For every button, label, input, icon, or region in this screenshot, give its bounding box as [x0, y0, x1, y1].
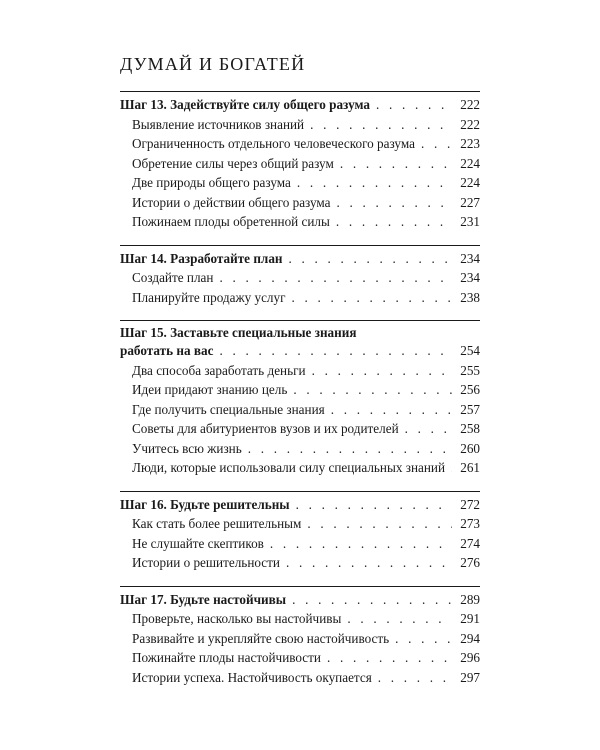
dot-leader [286, 553, 452, 573]
entry-title: Истории о действии общего разума [132, 194, 331, 210]
table-of-contents [120, 91, 480, 700]
dot-leader [296, 495, 452, 515]
toc-entry[interactable] [120, 193, 480, 213]
toc-entry[interactable] [120, 609, 480, 629]
toc-section-17 [120, 586, 480, 688]
dot-leader [307, 514, 452, 534]
page-number: 297 [460, 669, 480, 685]
entry-title: Обретение силы через общий разум [132, 155, 334, 171]
dot-leader [270, 534, 452, 554]
toc-entry[interactable] [120, 268, 480, 288]
page-number: 273 [460, 516, 480, 531]
toc-chapter-entry[interactable] [120, 495, 480, 515]
entry-title: Советы для абитуриентов вузов и их родителей [132, 421, 399, 436]
page-number: 276 [460, 555, 480, 570]
toc-entry[interactable] [120, 514, 480, 534]
page-number: 222 [460, 97, 480, 112]
page-number: 291 [460, 611, 480, 626]
page-number: 272 [460, 496, 480, 512]
toc-entry[interactable] [120, 212, 480, 232]
entry-title: Ограниченность отдельного человеческого разума [132, 136, 415, 151]
page-number: 227 [460, 194, 480, 210]
page-number: 254 [460, 343, 480, 358]
dot-leader [310, 115, 452, 135]
dot-leader [289, 249, 452, 269]
toc-entry[interactable] [120, 648, 480, 668]
page-number: 294 [460, 630, 480, 646]
entry-title: Люди, которые использовали силу специальных знаний [132, 460, 446, 475]
entry-title: Выявление источников знаний [132, 116, 305, 132]
entry-title: Не слушайте скептиков [132, 535, 264, 551]
entry-title: Создайте план [132, 270, 214, 285]
entry-title: Пожинайте плоды настойчивости [132, 650, 321, 665]
entry-title: Где получить специальные знания [132, 401, 325, 417]
toc-entry[interactable] [120, 288, 480, 308]
toc-entry[interactable] [120, 439, 480, 459]
toc-entry[interactable] [120, 534, 480, 554]
toc-section-14 [120, 245, 480, 308]
toc-chapter-entry[interactable] [120, 249, 480, 269]
toc-entry[interactable] [120, 154, 480, 174]
toc-section-16 [120, 491, 480, 573]
entry-title: Учитесь всю жизнь [132, 440, 242, 456]
dot-leader [248, 439, 452, 459]
page-number: 223 [460, 136, 480, 151]
toc-chapter-entry[interactable] [120, 95, 480, 115]
entry-title: Две природы общего разума [132, 175, 291, 190]
entry-title: Истории о решительности [132, 555, 280, 570]
toc-section-13 [120, 91, 480, 232]
dot-leader [331, 400, 452, 420]
chapter-title: Шаг 16. Будьте решительны [120, 496, 290, 512]
toc-entry[interactable] [120, 553, 480, 573]
page-number: 224 [460, 175, 480, 190]
dot-leader [327, 648, 452, 668]
page-number: 231 [460, 214, 480, 229]
dot-leader [297, 173, 452, 193]
toc-entry[interactable] [120, 629, 480, 649]
toc-entry[interactable] [120, 668, 480, 688]
chapter-title-line-2: работать на вас [120, 343, 214, 358]
dot-leader [219, 341, 452, 361]
page-number: 238 [460, 289, 480, 305]
toc-entry[interactable] [120, 361, 480, 381]
entry-title: Планируйте продажу услуг [132, 289, 286, 305]
entry-title: Два способа заработать деньги [132, 362, 306, 378]
chapter-title: Шаг 14. Разработайте план [120, 250, 283, 266]
entry-title: Истории успеха. Настойчивость окупается [132, 669, 372, 685]
page-number: 234 [460, 270, 480, 285]
toc-entry[interactable] [120, 419, 480, 439]
toc-entry[interactable] [120, 173, 480, 193]
toc-section-15 [120, 320, 480, 478]
dot-leader [337, 193, 452, 213]
toc-entry[interactable] [120, 115, 480, 135]
dot-leader [421, 134, 452, 154]
page-number: 258 [460, 421, 480, 436]
chapter-title: Шаг 13. Задействуйте силу общего разума [120, 97, 370, 112]
chapter-title-line-1[interactable]: Шаг 15. Заставьте специальные знания [120, 325, 357, 340]
entry-title: Проверьте, насколько вы настойчивы [132, 611, 342, 626]
toc-entry[interactable] [120, 458, 480, 478]
dot-leader [395, 629, 452, 649]
dot-leader [336, 212, 452, 232]
running-head: ДУМАЙ И БОГАТЕЙ [120, 54, 306, 74]
entry-title: Идеи придают знанию цель [132, 382, 288, 397]
page-number: 234 [460, 250, 480, 266]
page-number: 274 [460, 535, 480, 551]
page-number: 296 [460, 650, 480, 665]
dot-leader [347, 609, 452, 629]
page-number: 260 [460, 440, 480, 456]
entry-title: Как стать более решительным [132, 516, 302, 531]
dot-leader [378, 668, 452, 688]
dot-leader [376, 95, 452, 115]
toc-chapter-entry[interactable] [120, 590, 480, 610]
chapter-title: Шаг 17. Будьте настойчивы [120, 591, 287, 607]
dot-leader [405, 419, 452, 439]
page-number: 224 [460, 155, 480, 171]
toc-chapter-entry[interactable] [120, 341, 480, 361]
page-number: 289 [460, 591, 480, 607]
page-number: 222 [460, 116, 480, 132]
page-number: 255 [460, 362, 480, 378]
dot-leader [219, 268, 452, 288]
page-number: 256 [460, 382, 480, 397]
toc-entry[interactable] [120, 134, 480, 154]
dot-leader [293, 380, 452, 400]
toc-entry[interactable] [120, 380, 480, 400]
dot-leader [451, 458, 452, 478]
dot-leader [340, 154, 452, 174]
dot-leader [292, 288, 452, 308]
dot-leader [292, 590, 452, 610]
entry-title: Развивайте и укрепляйте свою настойчивость [132, 630, 390, 646]
page-number: 261 [460, 460, 480, 475]
entry-title: Пожинаем плоды обретенной силы [132, 214, 330, 229]
dot-leader [312, 361, 452, 381]
page-number: 257 [460, 401, 480, 417]
toc-entry[interactable] [120, 400, 480, 420]
